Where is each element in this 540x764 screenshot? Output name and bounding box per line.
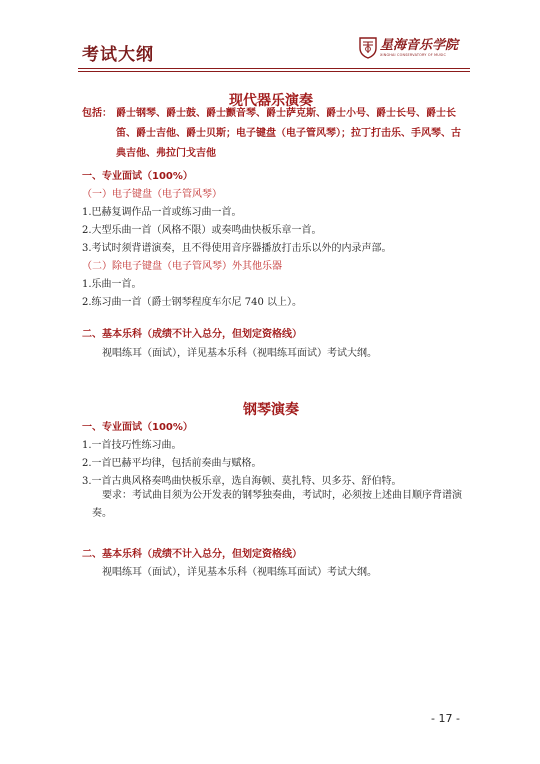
modern-sub2-heading: （二）除电子键盘（电子管风琴）外其他乐器 (82, 261, 282, 272)
list-item: 3.考试时须背谱演奏，且不得使用音序器播放打击乐以外的内录声部。 (82, 243, 392, 254)
section-title-piano: 钢琴演奏 (243, 402, 299, 418)
modern-section2-heading: 二、基本乐科（成绩不计入总分，但划定资格线） (82, 329, 302, 340)
modern-sub1-heading: （一）电子键盘（电子管风琴） (82, 189, 222, 200)
include-text: 爵士钢琴、爵士鼓、爵士颤音琴、爵士萨克斯、爵士小号、爵士长号、爵士长笛、爵士吉他、爵士贝斯；电子键盘（电子管风琴）；拉丁打击乐、手风琴、古典吉他、弗拉门戈吉他 (116, 108, 461, 159)
page-number: - 17 - (431, 712, 460, 725)
school-emblem-icon (358, 35, 378, 59)
logo-text: 星海音乐学院 (380, 38, 459, 53)
include-label: 包括： (82, 108, 112, 119)
list-item: 1.一首技巧性练习曲。 (82, 440, 182, 451)
logo-subtext: XINGHAI CONSERVATORY OF MUSIC (380, 53, 447, 57)
modern-section1-heading: 一、专业面试（100%） (82, 171, 193, 182)
list-item: 2.一首巴赫平均律，包括前奏曲与赋格。 (82, 458, 262, 469)
header-rule-thin (78, 71, 470, 72)
list-item: 1.乐曲一首。 (82, 279, 142, 290)
list-item: 1.巴赫复调作品一首或练习曲一首。 (82, 207, 242, 218)
section-title-modern: 现代器乐演奏 (229, 93, 313, 109)
piano-section2-text: 视唱练耳（面试），详见基本乐科（视唱练耳面试）考试大纲。 (102, 567, 377, 578)
header-title: 考试大纲 (82, 45, 154, 65)
list-item: 2.练习曲一首（爵士钢琴程度车尔尼 740 以上）。 (82, 297, 302, 308)
piano-section1-heading: 一、专业面试（100%） (82, 422, 193, 433)
piano-requirement: 要求：考试曲目须为公开发表的钢琴独奏曲，考试时，必须按上述曲目顺序背谱演奏。 (92, 490, 462, 519)
header-rule (78, 68, 470, 69)
piano-section2-heading: 二、基本乐科（成绩不计入总分，但划定资格线） (82, 549, 302, 560)
list-item: 3.一首古典风格奏鸣曲快板乐章，选自海顿、莫扎特、贝多芬、舒伯特。 (82, 476, 402, 487)
modern-section2-text: 视唱练耳（面试），详见基本乐科（视唱练耳面试）考试大纲。 (102, 348, 377, 359)
school-logo (358, 34, 468, 64)
list-item: 2.大型乐曲一首（风格不限）或奏鸣曲快板乐章一首。 (82, 225, 322, 236)
include-block (82, 104, 462, 164)
